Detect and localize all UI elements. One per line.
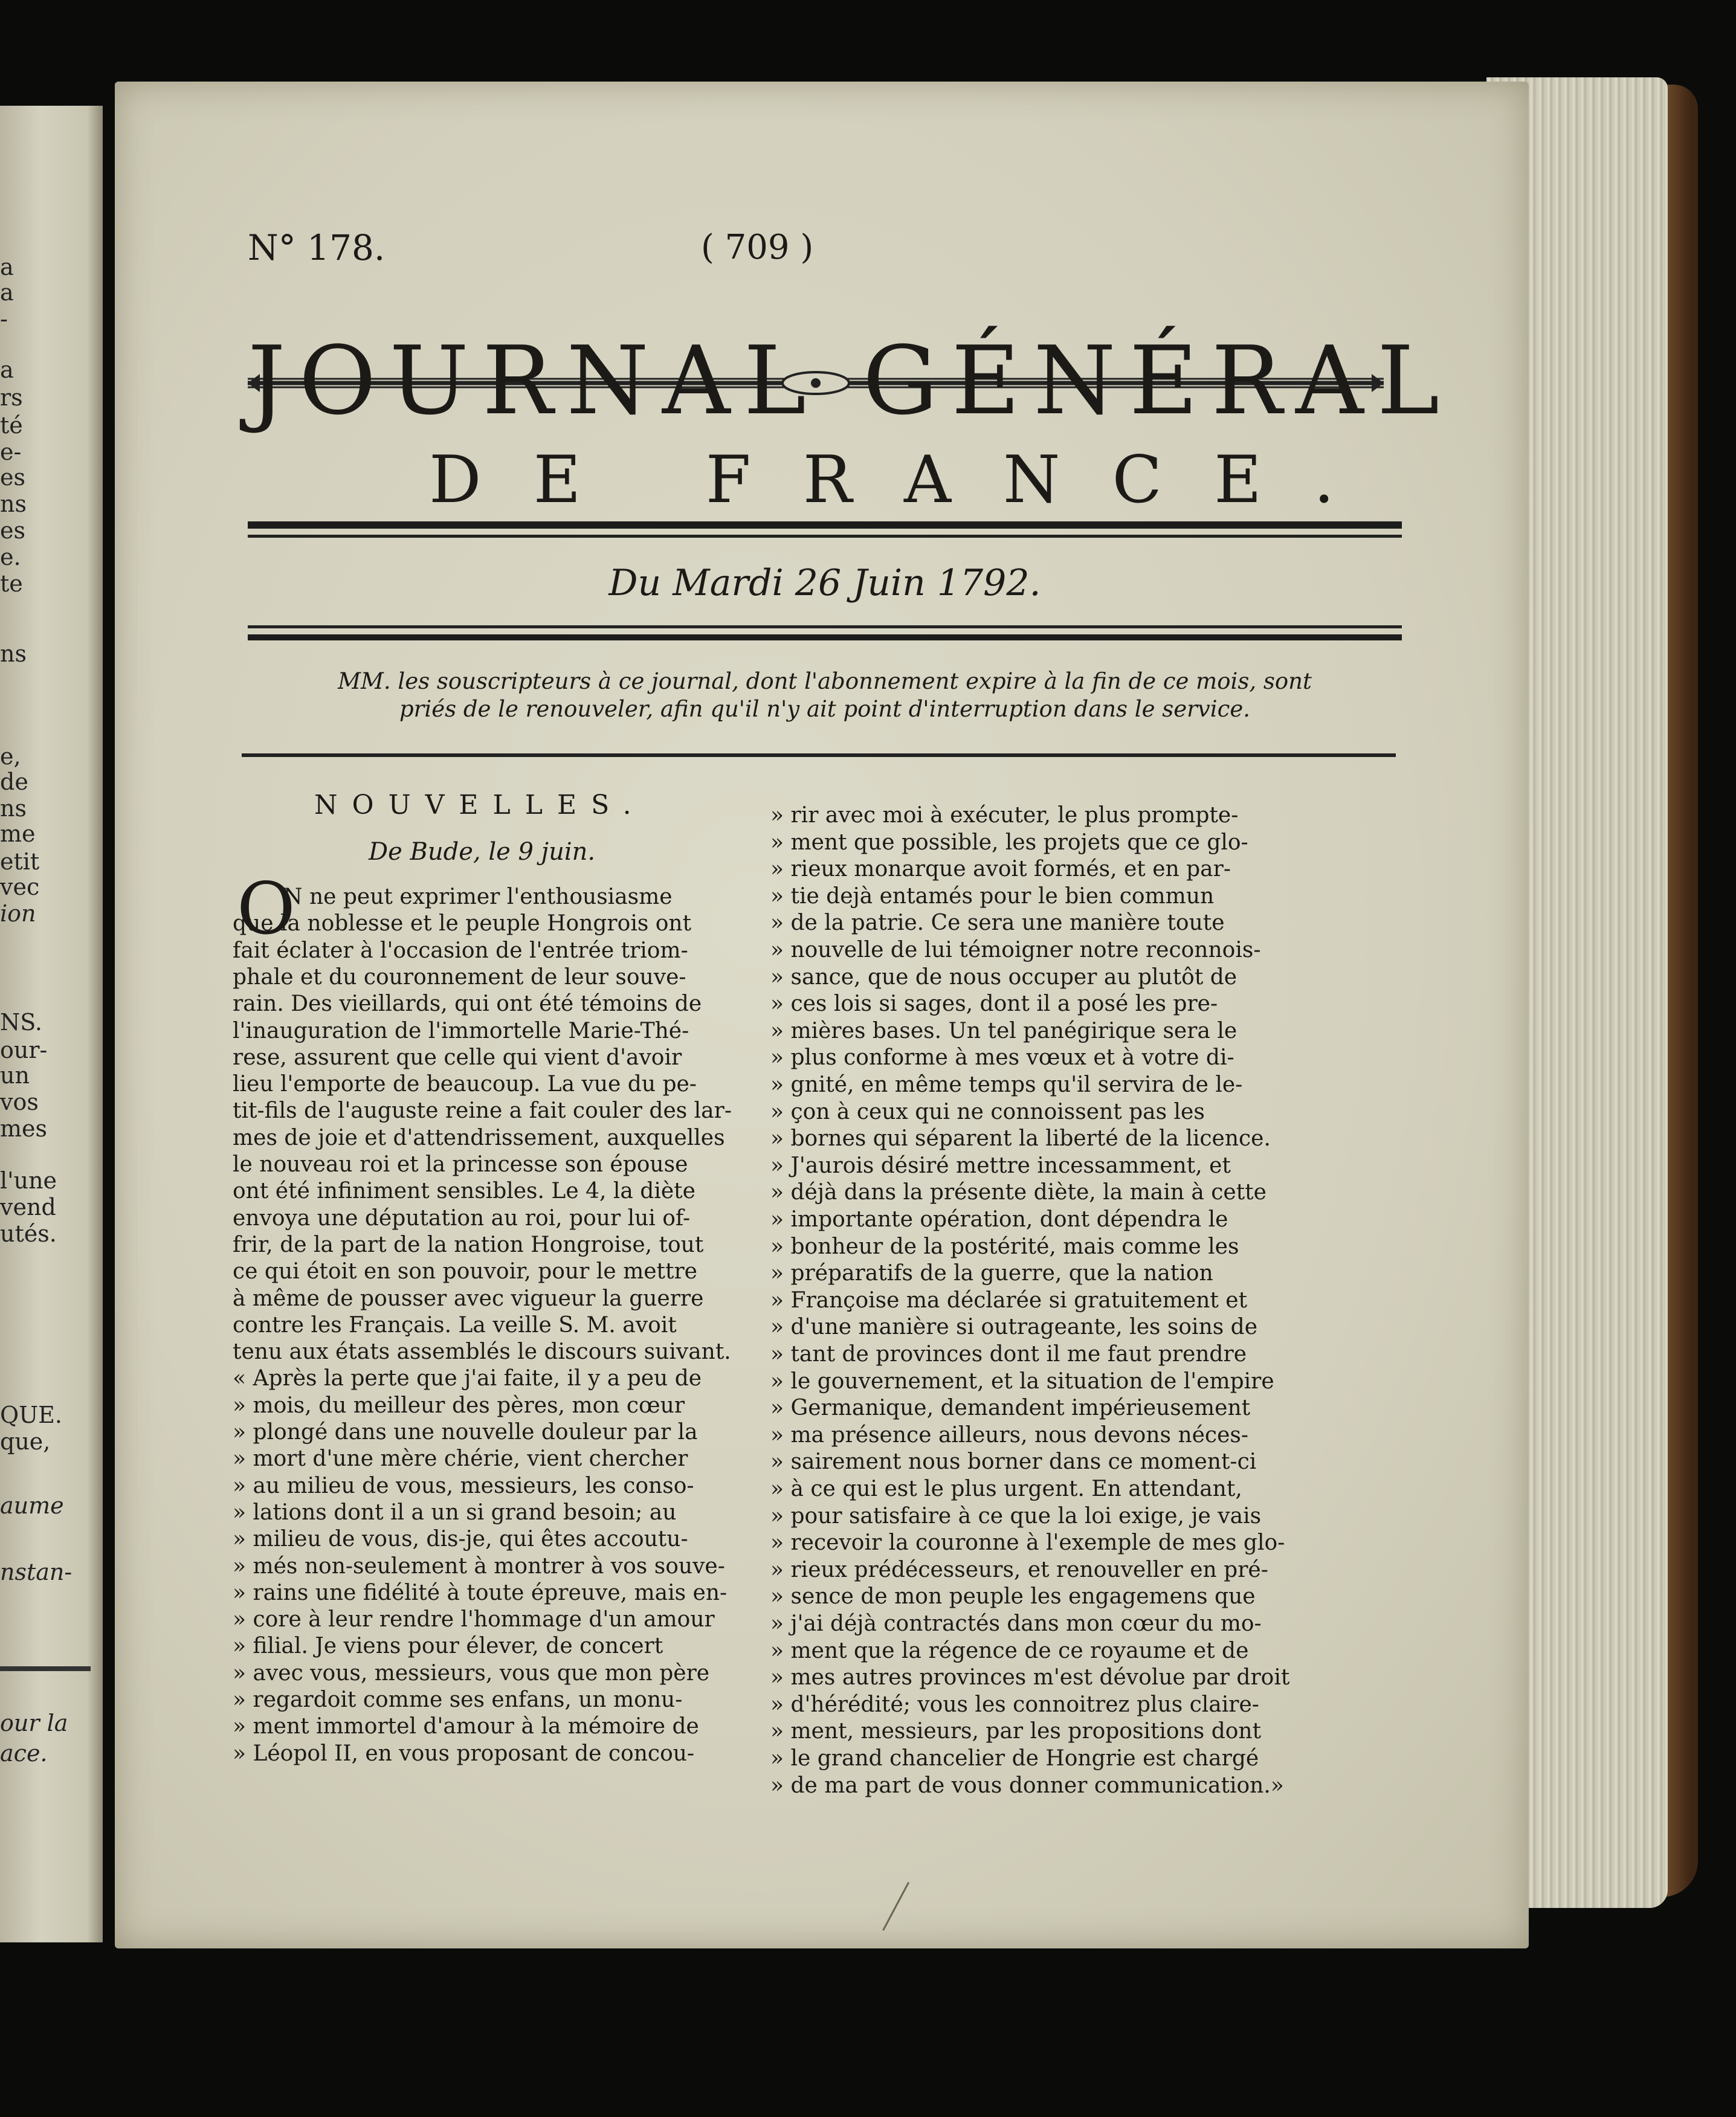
page-number: ( 709 ): [701, 228, 814, 267]
article-line: » ment, messieurs, par les propositions dont: [770, 1719, 1262, 1744]
article-line: » j'ai déjà contractés dans mon cœur du mo-: [770, 1611, 1262, 1636]
article-line: » Françoise ma déclarée si gratuitement et: [770, 1287, 1248, 1313]
left-page-fragment: es: [0, 464, 25, 491]
left-page-fragment: ns: [0, 795, 27, 822]
article-line: » plongé dans une nouvelle douleur par la: [233, 1420, 698, 1445]
article-line: mes de joie et d'attendrissement, auxquelles: [233, 1125, 725, 1150]
newspaper-page: [115, 82, 1529, 1948]
article-line: à même de pousser avec vigueur la guerre: [233, 1286, 704, 1311]
left-page-fragment: etit: [0, 848, 40, 875]
article-line: » de ma part de vous donner communication.»: [770, 1773, 1284, 1798]
left-page-fragment: vec: [0, 874, 40, 900]
article-line: » bonheur de la postérité, mais comme les: [770, 1234, 1239, 1259]
left-page-fragment: our la: [0, 1710, 68, 1736]
left-page-fragment: a: [0, 279, 14, 306]
article-line: rain. Des vieillards, qui ont été témoins de: [233, 991, 702, 1017]
article-line: » çon à ceux qui ne connoissent pas les: [770, 1099, 1205, 1124]
article-line: » tant de provinces dont il me faut prendre: [770, 1342, 1247, 1367]
left-page-fragment: ace.: [0, 1740, 48, 1767]
article-line: ce qui étoit en son pouvoir, pour le mettre: [233, 1259, 697, 1284]
paper-crease: [882, 1882, 920, 1936]
left-page-fragment: utés.: [0, 1220, 57, 1247]
article-line: N ne peut exprimer l'enthousiasme: [283, 884, 673, 909]
left-page-fragment: té: [0, 412, 23, 439]
left-page-fragment: vend: [0, 1194, 56, 1220]
article-line: » mort d'une mère chérie, vient chercher: [233, 1446, 688, 1472]
article-line: » bornes qui séparent la liberté de la licence.: [770, 1126, 1271, 1152]
article-line: » sance, que de nous occuper au plutôt de: [770, 964, 1237, 990]
article-line: » préparatifs de la guerre, que la nation: [770, 1261, 1213, 1286]
masthead-subtitle: DE FRANCE.: [429, 442, 1387, 518]
article-line: » avec vous, messieurs, vous que mon père: [233, 1660, 710, 1686]
left-page-fragment: e-: [0, 439, 22, 465]
article-line: ont été infiniment sensibles. Le 4, la diète: [233, 1179, 695, 1204]
article-line: » filial. Je viens pour élever, de concert: [233, 1634, 663, 1659]
article-line: » le gouvernement, et la situation de l'empire: [770, 1368, 1274, 1394]
left-page-fragment: es: [0, 517, 25, 544]
article-line: « Après la perte que j'ai faite, il y a peu de: [233, 1366, 702, 1391]
article-line: » mois, du meilleur des pères, mon cœur: [233, 1393, 685, 1418]
article-line: » d'hérédité; vous les connoitrez plus claire-: [770, 1692, 1259, 1717]
article-line: » de la patrie. Ce sera une manière toute: [770, 910, 1225, 936]
left-page-fragment: un: [0, 1062, 30, 1089]
article-line: » sence de mon peuple les engagemens que: [770, 1584, 1256, 1610]
article-line: » Germanique, demandent impérieusement: [770, 1396, 1251, 1421]
article-line: » le grand chancelier de Hongrie est chargé: [770, 1746, 1259, 1771]
left-page-fragment: a: [0, 356, 14, 383]
thin-rule: [248, 535, 1402, 538]
left-page-fragment: me: [0, 820, 36, 847]
left-page-fragment: our-: [0, 1037, 48, 1063]
left-page-fragment: de: [0, 768, 28, 795]
article-line: » J'aurois désiré mettre incessamment, et: [770, 1153, 1231, 1178]
article-line: » core à leur rendre l'hommage d'un amour: [233, 1607, 715, 1632]
article-line: » recevoir la couronne à l'exemple de mes glo-: [770, 1530, 1285, 1556]
article-line: frir, de la part de la nation Hongroise, tout: [233, 1232, 704, 1257]
article-line: envoya une députation au roi, pour lui of-: [233, 1205, 691, 1231]
article-line: » nouvelle de lui témoigner notre reconnois-: [770, 938, 1261, 962]
section-rule: [242, 753, 1396, 757]
left-page-fragment: ns: [0, 640, 27, 667]
article-line: » rains une fidélité à toute épreuve, mais en-: [233, 1580, 728, 1605]
left-page-fragment: nstan-: [0, 1559, 73, 1585]
thin-rule: [248, 625, 1402, 628]
left-page-fragment: aume: [0, 1492, 64, 1519]
article-line: » sairement nous borner dans ce moment-ci: [770, 1449, 1257, 1475]
left-page-fragment: a: [0, 254, 14, 280]
subscription-notice-line-2: priés de le renouveler, afin qu'il n'y ait point d'interruption dans le service.: [399, 696, 1250, 722]
masthead-title: JOURNAL GÉNÉRAL: [248, 326, 1453, 436]
issue-number: N° 178.: [248, 227, 386, 268]
article-line: » tie dejà entamés pour le bien commun: [770, 883, 1215, 909]
article-line: » pour satisfaire à ce que la loi exige, je vais: [770, 1503, 1262, 1529]
double-rule: [248, 521, 1402, 529]
article-line: » més non-seulement à montrer à vos souve-: [233, 1553, 725, 1579]
article-line: fait éclater à l'occasion de l'entrée triom-: [233, 938, 688, 963]
article-line: le nouveau roi et la princesse son épouse: [233, 1152, 688, 1177]
left-page-fragment: ion: [0, 900, 36, 927]
left-page-fragment: mes: [0, 1115, 48, 1142]
left-page-fragment: que,: [0, 1428, 51, 1455]
issue-date: Du Mardi 26 Juin 1792.: [608, 562, 1041, 604]
article-line: contre les Français. La veille S. M. avoit: [233, 1312, 677, 1338]
article-line: lieu l'emporte de beaucoup. La vue du pe-: [233, 1072, 697, 1097]
double-rule: [248, 634, 1402, 640]
article-line: rese, assurent que celle qui vient d'avoir: [233, 1045, 682, 1070]
article-line: » mes autres provinces m'est dévolue par droit: [770, 1665, 1290, 1690]
dateline: De Bude, le 9 juin.: [369, 838, 596, 866]
left-page-fragment: e.: [0, 544, 21, 570]
article-line: » rir avec moi à exécuter, le plus prompte-: [770, 803, 1239, 828]
article-line: » d'une manière si outrageante, les soins de: [770, 1315, 1258, 1340]
article-line: » au milieu de vous, messieurs, les conso-: [233, 1473, 694, 1498]
left-page-fragment: e,: [0, 743, 21, 770]
article-line: » importante opération, dont dépendra le: [770, 1207, 1228, 1232]
left-page-fragment: rs: [0, 384, 23, 411]
article-line: » milieu de vous, dis-je, qui êtes accoutu-: [233, 1527, 688, 1552]
left-page-fragment: te: [0, 570, 23, 597]
article-line: » regardoit comme ses enfans, un monu-: [233, 1687, 683, 1712]
article-line: » ma présence ailleurs, nous devons néces-: [770, 1422, 1249, 1448]
article-line: » gnité, en même temps qu'il servira de le-: [770, 1072, 1243, 1097]
article-line: que la noblesse et le peuple Hongrois ont: [233, 911, 692, 936]
article-line: tenu aux états assemblés le discours suivant.: [233, 1339, 731, 1365]
article-line: » rieux monarque avoit formés, et en par-: [770, 857, 1231, 882]
left-page-fragment: QUE.: [0, 1402, 62, 1428]
article-line: » déjà dans la présente diète, la main à cette: [770, 1180, 1267, 1205]
section-heading: NOUVELLES.: [314, 790, 646, 820]
left-page-rule: [0, 1666, 91, 1671]
left-page-fragment: NS.: [0, 1009, 43, 1036]
left-page-fragment: ns: [0, 491, 27, 517]
article-line: » Léopol II, en vous proposant de concou-: [233, 1741, 695, 1766]
article-line: » ment que possible, les projets que ce glo-: [770, 830, 1248, 855]
article-line: » à ce qui est le plus urgent. En attendant,: [770, 1477, 1242, 1501]
article-line: tit-fils de l'auguste reine a fait couler des lar-: [233, 1098, 732, 1124]
article-line: » mières bases. Un tel panégirique sera le: [770, 1018, 1237, 1043]
article-line: » ment que la régence de ce royaume et de: [770, 1638, 1249, 1663]
left-page-fragment: l'une: [0, 1167, 57, 1194]
left-page-fragment: -: [0, 306, 8, 332]
article-line: » ment immortel d'amour à la mémoire de: [233, 1714, 699, 1739]
article-line: phale et du couronnement de leur souve-: [233, 964, 686, 990]
left-page-fragment: vos: [0, 1089, 39, 1115]
article-line: » ces lois si sages, dont il a posé les pre-: [770, 991, 1218, 1017]
article-line: l'inauguration de l'immortelle Marie-Thé-: [233, 1018, 689, 1043]
drop-cap: O: [237, 867, 295, 950]
subscription-notice-line-1: MM. les souscripteurs à ce journal, dont l'abonnement expire à la fin de ce mois, sont: [338, 668, 1312, 694]
article-line: » plus conforme à mes vœux et à votre di-: [770, 1045, 1234, 1071]
article-line: » rieux prédécesseurs, et renouveller en pré-: [770, 1557, 1268, 1582]
left-page-edge: [0, 106, 103, 1942]
article-line: » lations dont il a un si grand besoin; au: [233, 1500, 677, 1525]
